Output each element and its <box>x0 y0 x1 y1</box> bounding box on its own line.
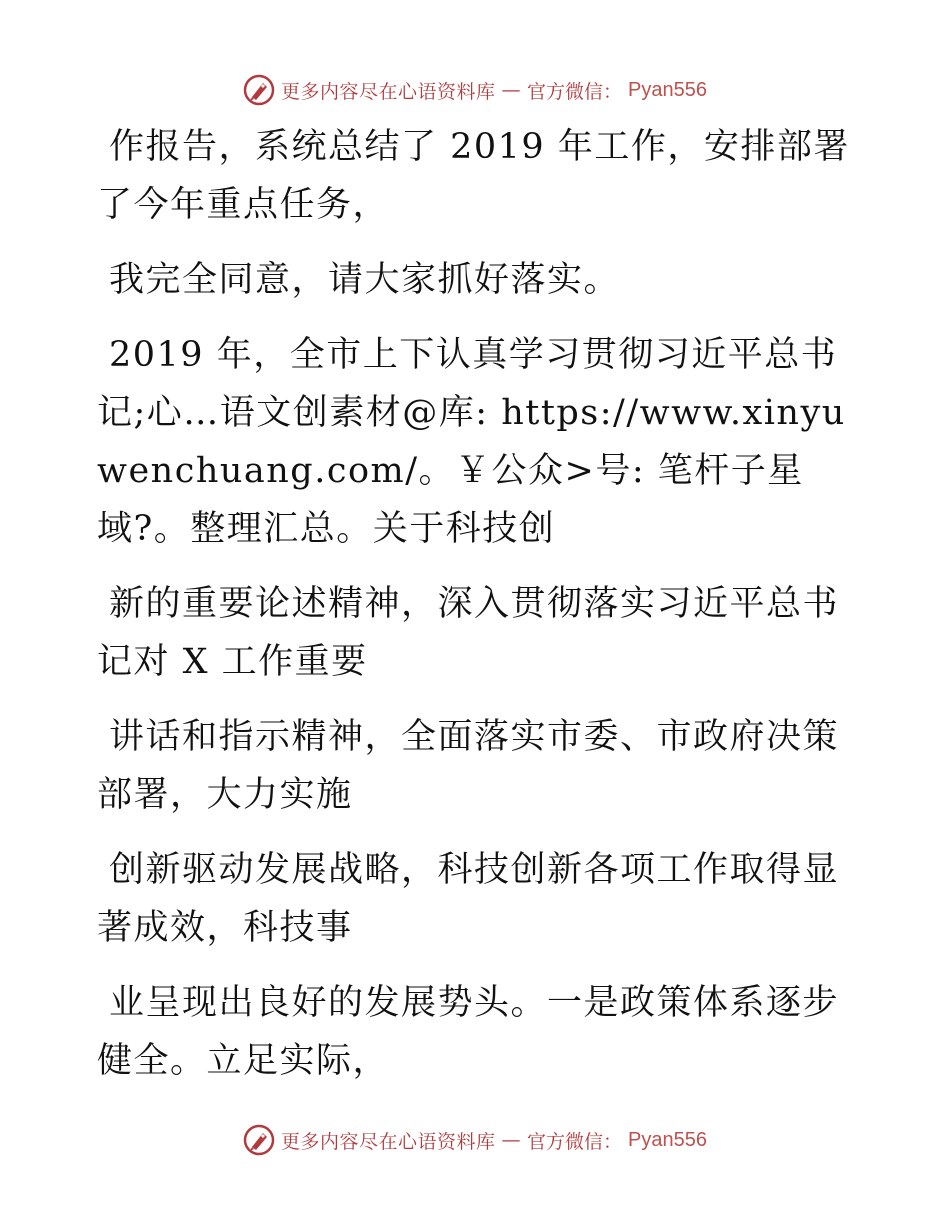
wechat-id: Pyan556 <box>628 78 707 101</box>
paragraph-6: 创新驱动发展战略，科技创新各项工作取得显著成效，科技事 <box>97 850 840 948</box>
pen-nib-logo-icon <box>243 74 275 106</box>
header-banner <box>0 70 950 110</box>
paragraph-5: 讲话和指示精神，全面落实市委、市政府决策部署，大力实施 <box>97 717 840 815</box>
wechat-label: 官方微信： <box>527 80 623 103</box>
wechat-id: Pyan556 <box>628 1128 707 1151</box>
site-name-text: 更多内容尽在心语资料库 <box>281 80 496 103</box>
banner-dash: — <box>501 1129 522 1151</box>
paragraph-7: 业呈现出良好的发展势头。一是政策体系逐步健全。立足实际， <box>97 983 840 1081</box>
paragraph-3: 2019 年，全市上下认真学习贯彻习近平总书记;心…语文创素材@库: https://www.xinyuwenchuang.com/。￥公众>号: 笔杆子星域?。整理汇总。关于科技创 <box>97 335 846 549</box>
banner-dash: — <box>501 79 522 101</box>
paragraph-4: 新的重要论述精神，深入贯彻落实习近平总书记对 X 工作重要 <box>97 584 840 682</box>
paragraph-1: 作报告，系统总结了 2019 年工作，安排部署了今年重点任务， <box>97 127 850 225</box>
document-body <box>97 118 857 1107</box>
site-name-text: 更多内容尽在心语资料库 <box>281 1130 496 1153</box>
paragraph-2: 我完全同意，请大家抓好落实。 <box>109 260 621 300</box>
wechat-label: 官方微信： <box>527 1130 623 1153</box>
footer-banner <box>0 1120 950 1160</box>
pen-nib-logo-icon <box>243 1124 275 1156</box>
